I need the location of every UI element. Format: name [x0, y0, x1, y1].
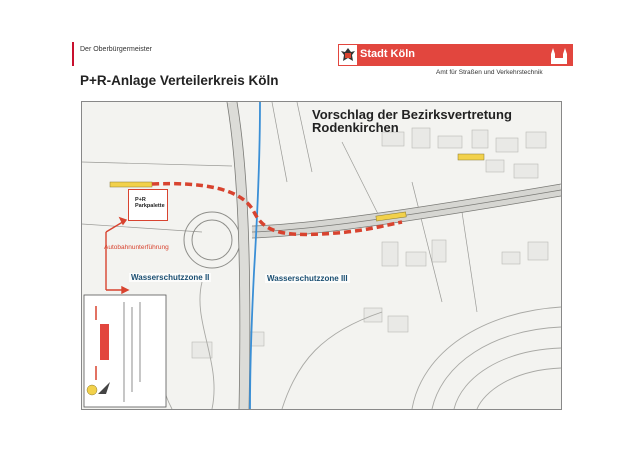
water-zone-iii-label: Wasserschutzzone III: [267, 274, 348, 283]
map-title: Vorschlag der Bezirksvertretung Rodenkirchen: [312, 107, 512, 135]
underpass-label: Autobahnunterführung: [104, 244, 169, 251]
logo-text: Stadt Köln: [360, 48, 415, 60]
department-label: Amt für Straßen und Verkehrstechnik: [436, 69, 543, 76]
cathedral-icon: [548, 46, 570, 64]
legend-inset: [84, 295, 166, 407]
page-title: P+R-Anlage Verteilerkreis Köln: [80, 73, 279, 88]
header-accent-bar: [72, 42, 74, 66]
water-zone-ii-label: Wasserschutzzone II: [131, 273, 210, 282]
parking-label: P+R Parkpalette: [135, 197, 165, 209]
map-drawing: [82, 102, 561, 409]
map-frame: [81, 101, 562, 410]
mayor-label: Der Oberbürgermeister: [80, 46, 152, 53]
cologne-eagle-icon: [339, 45, 357, 65]
